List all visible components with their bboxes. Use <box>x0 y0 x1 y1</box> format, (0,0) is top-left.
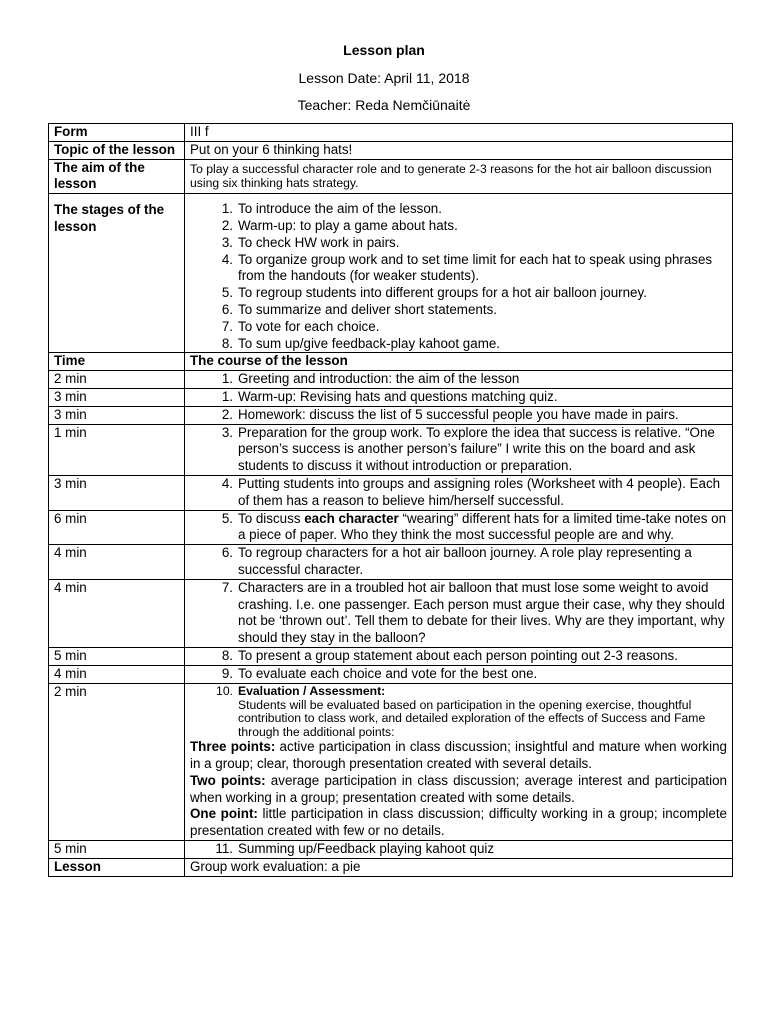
course-cell: 5. To discuss each character “wearing” different hats for a limited time-take notes on a piece of paper. Who they think the most successful people are and why. <box>185 510 733 545</box>
course-cell: 3. Preparation for the group work. To explore the idea that success is relative. “One person’s success is another person’s failure” I write this on the board and ask students to discuss it without introduction or preparation. <box>185 424 733 475</box>
table-row <box>49 665 733 683</box>
evaluation-cell: 10. Evaluation / Assessment: Students will be evaluated based on participation in the opening exercise, thoughtful contribution to class work, and detailed exploration of the effects of Success and Fame through the additional points: Three points: active participation in class discussion; insightful and mature when working in a group; clear, thorough presentation created with several details. Two points: average participation in class discussion; average interest and participation when working in a group; presentation created with some details. One point: little participation in class discussion; difficulty working in a group; incomplete presentation created with few or no details. <box>185 683 733 841</box>
course-cell: 1. Greeting and introduction: the aim of the lesson <box>185 371 733 389</box>
time-cell: 5 min <box>49 841 185 859</box>
course-cell: 9. To evaluate each choice and vote for the best one. <box>185 665 733 683</box>
table-header-row <box>49 353 733 371</box>
table-row <box>49 841 733 859</box>
course-cell: 1. Warm-up: Revising hats and questions matching quiz. <box>185 388 733 406</box>
time-cell: 2 min <box>49 371 185 389</box>
time-cell: 3 min <box>49 406 185 424</box>
row-value-lesson: Group work evaluation: a pie <box>185 858 733 876</box>
course-cell: 4. Putting students into groups and assigning roles (Worksheet with 4 people). Each of them has a reason to believe him/herself successful. <box>185 475 733 510</box>
time-cell: 2 min <box>49 683 185 841</box>
one-point: One point: little participation in class discussion; difficulty working in a group; incomplete presentation created with few or no details. <box>190 806 727 839</box>
list-item: 1. To introduce the aim of the lesson. <box>221 201 442 217</box>
row-label-form: Form <box>49 124 185 142</box>
time-cell: 1 min <box>49 424 185 475</box>
time-cell: 6 min <box>49 510 185 545</box>
table-row <box>49 545 733 580</box>
list-item: 2. Warm-up: to play a game about hats. <box>221 217 458 233</box>
table-row <box>49 858 733 876</box>
list-item: 3. To check HW work in pairs. <box>221 234 400 250</box>
list-item: 7. To vote for each choice. <box>221 318 380 334</box>
table-row <box>49 194 733 353</box>
course-cell: 8. To present a group statement about each person pointing out 2-3 reasons. <box>185 647 733 665</box>
teacher-name: Teacher: Reda Nemčiūnaitė <box>297 97 471 113</box>
evaluation-intro: Students will be evaluated based on participation in the opening exercise, thoughtful contribution to class work, and detailed exploration of the effects of Success and Fame through the additional points: <box>238 697 706 739</box>
time-cell: 3 min <box>49 475 185 510</box>
time-cell: 4 min <box>49 545 185 580</box>
table-row <box>49 371 733 389</box>
table-row <box>49 647 733 665</box>
two-points: Two points: average participation in class discussion; average interest and participation when working in a group; presentation created with some details. <box>190 772 727 805</box>
list-item: 6. To summarize and deliver short statements. <box>221 301 497 317</box>
time-cell: 4 min <box>49 579 185 647</box>
three-points: Three points: active participation in class discussion; insightful and mature when working in a group; clear, thorough presentation created with several details. <box>190 739 727 772</box>
course-cell: 7. Characters are in a troubled hot air balloon that must lose some weight to avoid crashing. I.e. one passenger. Each person must argue their case, why they should not be ‘thrown out’. Tell them to debate for their lives. Why are they important, why should they stay in the balloon? <box>185 579 733 647</box>
course-cell: 11. Summing up/Feedback playing kahoot quiz <box>185 841 733 859</box>
time-cell: 5 min <box>49 647 185 665</box>
document-title: Lesson plan <box>343 42 425 58</box>
list-item: 8. To sum up/give feedback-play kahoot game. <box>221 335 501 351</box>
table-row <box>49 683 733 841</box>
row-value-form: III f <box>185 124 733 142</box>
row-label-stages: The stages of the lesson <box>49 194 185 353</box>
column-header-course: The course of the lesson <box>185 353 733 371</box>
lesson-date: Lesson Date: April 11, 2018 <box>298 70 470 86</box>
row-label-topic: Topic of the lesson <box>49 141 185 159</box>
table-row <box>49 424 733 475</box>
table-row <box>49 141 733 159</box>
table-row <box>49 510 733 545</box>
list-item: 5. To regroup students into different groups for a hot air balloon journey. <box>221 285 647 301</box>
row-value-aim: To play a successful character role and to generate 2-3 reasons for the hot air balloon discussion using six thinking hats strategy. <box>185 159 733 194</box>
table-row <box>49 159 733 194</box>
time-cell: 4 min <box>49 665 185 683</box>
table-row <box>49 579 733 647</box>
table-row <box>49 388 733 406</box>
table-row <box>49 475 733 510</box>
stages-list <box>185 194 733 353</box>
list-item: 4. To organize group work and to set time limit for each hat to speak using phrases from the handouts (for weaker students). <box>221 251 713 284</box>
evaluation-heading: Evaluation / Assessment: <box>238 683 386 698</box>
column-header-time: Time <box>49 353 185 371</box>
row-label-lesson: Lesson <box>49 858 185 876</box>
row-label-aim: The aim of the lesson <box>49 159 185 194</box>
row-value-topic: Put on your 6 thinking hats! <box>185 141 733 159</box>
course-cell: 6. To regroup characters for a hot air balloon journey. A role play representing a successful character. <box>185 545 733 580</box>
course-cell: 2. Homework: discuss the list of 5 successful people you have made in pairs. <box>185 406 733 424</box>
table-row <box>49 406 733 424</box>
lesson-plan-table <box>48 123 733 877</box>
table-row <box>49 124 733 142</box>
time-cell: 3 min <box>49 388 185 406</box>
